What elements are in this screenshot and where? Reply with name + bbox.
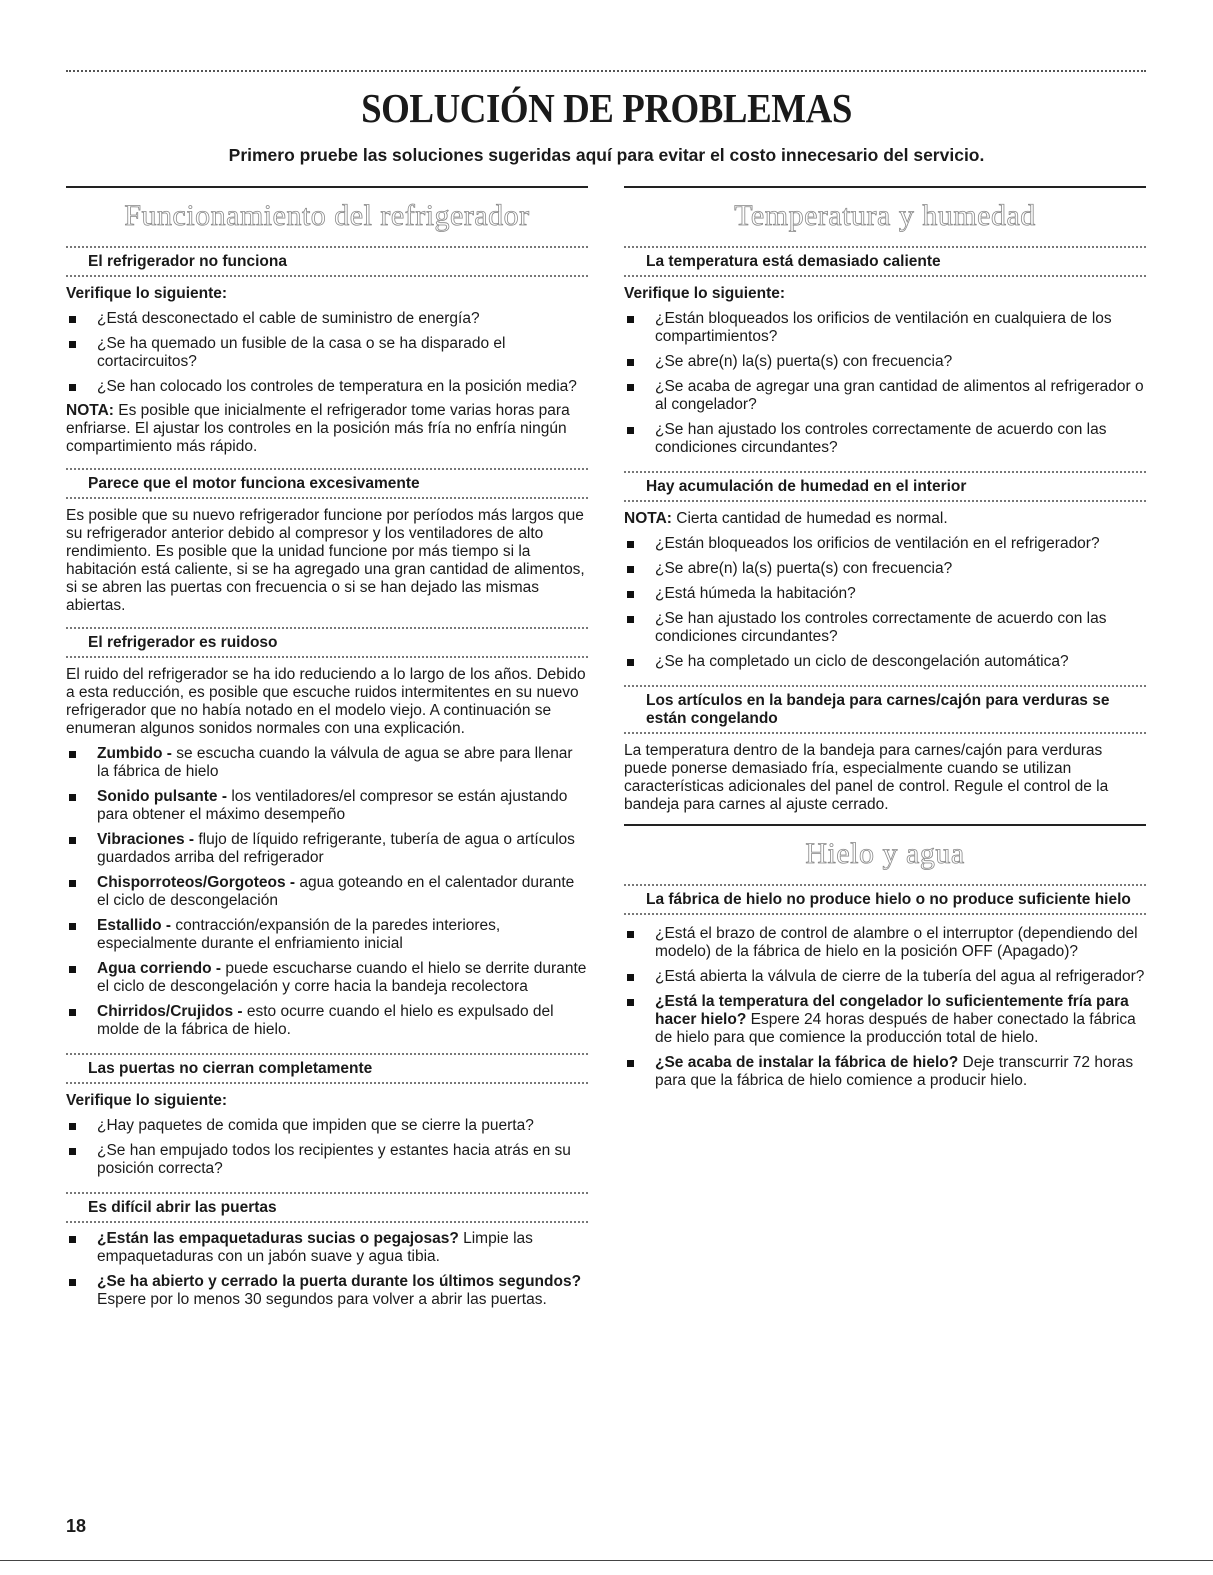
bullet-icon [69,384,76,391]
page-title: SOLUCIÓN DE PROBLEMAS [361,85,852,131]
bullet-icon [69,1279,76,1286]
checklist [624,535,1146,671]
list-item: ¿Se ha abierto y cerrado la puerta durante los últimos segundos? Espere por lo menos 30 segundos para volver a abrir las puertas. [66,1273,588,1309]
list-item: ¿Está la temperatura del congelador lo suficientemente fría para hacer hielo? Espere 24 horas después de haber conectado la fábrica de hielo para que comience la producción total de hielo. [624,993,1146,1047]
subsection-header [66,468,588,499]
list-item: ¿Están las empaquetaduras sucias o pegajosas? Limpie las empaquetaduras con un jabón suave y agua tibia. [66,1230,588,1266]
list-item: Sonido pulsante - los ventiladores/el compresor se están ajustando para obtener el máximo desempeño [66,788,588,824]
verify-heading: Verifique lo siguiente: [66,285,228,302]
verify-heading: Verifique lo siguiente: [624,285,786,302]
bullet-icon [69,1148,76,1155]
list-item: ¿Se ha completado un ciclo de descongelación automática? [624,653,1146,671]
subsection-header [66,1053,588,1084]
list-item: ¿Están bloqueados los orificios de ventilación en el refrigerador? [624,535,1146,553]
subsection-header [66,246,588,277]
section-rule [624,186,1146,188]
subsection-title: Parece que el motor funciona excesivamente [88,475,420,492]
subsection-title: La temperatura está demasiado caliente [646,253,941,270]
body-paragraph: El ruido del refrigerador se ha ido reduciendo a lo largo de los años. Debido a esta reducción, es posible que escuche ruidos intermitentes en su nuevo refrigerador que no había notado en el modelo viejo. A continuación se enumeran algunos sonidos normales con una explicación. [66,666,586,737]
bullet-icon [69,794,76,801]
verify-heading: Verifique lo siguiente: [66,1092,228,1109]
subsection-title: Es difícil abrir las puertas [88,1199,277,1216]
page-number: 18 [66,1516,87,1536]
bullet-icon [69,316,76,323]
bullet-icon [627,541,634,548]
page-subtitle: Primero pruebe las soluciones sugeridas aquí para evitar el costo innecesario del servicio. [228,145,985,165]
list-item: Vibraciones - flujo de líquido refrigerante, tubería de agua o artículos guardados arriba del refrigerador [66,831,588,867]
checklist [624,310,1146,457]
bullet-icon [69,1123,76,1130]
subsection-header [66,1192,588,1223]
subsection-header [624,471,1146,502]
note-paragraph: NOTA: Cierta cantidad de humedad es normal. [624,510,948,527]
bullet-icon [627,359,634,366]
bullet-icon [627,384,634,391]
list-item: ¿Se han ajustado los controles correctamente de acuerdo con las condiciones circundantes? [624,421,1146,457]
subsection-title: El refrigerador no funciona [88,253,287,270]
list-item: ¿Se abre(n) la(s) puerta(s) con frecuencia? [624,353,1146,371]
subsection-header [66,627,588,658]
bullet-icon [627,616,634,623]
list-item: ¿Se han empujado todos los recipientes y estantes hacia atrás en su posición correcta? [66,1142,588,1178]
note-paragraph: NOTA: Es posible que inicialmente el refrigerador tome varias horas para enfriarse. El ajustar los controles en la posición más fría no enfría ningún compartimiento más rápido. [66,402,570,455]
bullet-icon [69,1009,76,1016]
list-item: ¿Están bloqueados los orificios de ventilación en cualquiera de los compartimientos? [624,310,1146,346]
bullet-icon [627,427,634,434]
checklist [624,925,1146,1090]
section-title-refrigerator-operation: Funcionamiento del refrigerador [124,199,530,232]
list-item: ¿Está el brazo de control de alambre o el interruptor (dependiendo del modelo) de la fábrica de hielo en la posición OFF (Apagado)? [624,925,1146,961]
list-item: Estallido - contracción/expansión de la paredes interiores, especialmente durante el enfriamiento inicial [66,917,588,953]
list-item: ¿Hay paquetes de comida que impiden que se cierre la puerta? [66,1117,588,1135]
list-item: ¿Se ha quemado un fusible de la casa o se ha disparado el cortacircuitos? [66,335,588,371]
list-item: ¿Está abierta la válvula de cierre de la tubería del agua al refrigerador? [624,968,1146,986]
subsection-title: El refrigerador es ruidoso [88,634,278,651]
bullet-icon [627,1060,634,1067]
list-item: ¿Se acaba de instalar la fábrica de hielo? Deje transcurrir 72 horas para que la fábrica de hielo comience a producir hielo. [624,1054,1146,1090]
sound-list [66,745,588,1039]
bullet-icon [69,751,76,758]
bullet-icon [627,591,634,598]
section-title-temperature-humidity: Temperatura y humedad [734,199,1036,232]
bullet-icon [627,999,634,1006]
subsection-title: Las puertas no cierran completamente [88,1060,373,1077]
bullet-icon [69,341,76,348]
subsection-title: Hay acumulación de humedad en el interior [646,478,967,495]
list-item: Chisporroteos/Gorgoteos - agua goteando en el calentador durante el ciclo de descongelación [66,874,588,910]
bullet-icon [69,880,76,887]
subsection-header [624,884,1146,915]
bullet-icon [627,566,634,573]
bullet-icon [69,966,76,973]
bullet-icon [69,1236,76,1243]
bullet-icon [69,923,76,930]
bullet-icon [69,837,76,844]
bullet-icon [627,974,634,981]
section-rule [624,824,1146,826]
list-item: Zumbido - se escucha cuando la válvula de agua se abre para llenar la fábrica de hielo [66,745,588,781]
body-paragraph: Es posible que su nuevo refrigerador funcione por períodos más largos que su refrigerador anterior debido al compresor y los ventiladores de alto rendimiento. Es posible que la unidad funcione por más tiempo si la habitación está caliente, si se ha agregado una gran cantidad de alimentos, si se abren las puertas con frecuencia o si se han dejado las mismas abiertas. [66,507,585,614]
list-item: Chirridos/Crujidos - esto ocurre cuando el hielo es expulsado del molde de la fábrica de hielo. [66,1003,588,1039]
checklist [66,1117,588,1178]
list-item: ¿Se abre(n) la(s) puerta(s) con frecuencia? [624,560,1146,578]
top-dotted-rule [66,70,1146,72]
bullet-icon [627,931,634,938]
subsection-title: La fábrica de hielo no produce hielo o no produce suficiente hielo [646,891,1131,908]
subsection-header [624,685,1146,734]
list-item: ¿Se han ajustado los controles correctamente de acuerdo con las condiciones circundantes? [624,610,1146,646]
list-item: ¿Se acaba de agregar una gran cantidad de alimentos al refrigerador o al congelador? [624,378,1146,414]
list-item: ¿Se han colocado los controles de temperatura en la posición media? [66,378,588,396]
list-item: ¿Está húmeda la habitación? [624,585,1146,603]
subsection-title: Los artículos en la bandeja para carnes/cajón para verduras se están congelando [646,692,1110,727]
list-item: ¿Está desconectado el cable de suministro de energía? [66,310,588,328]
section-rule [66,186,588,188]
body-paragraph: La temperatura dentro de la bandeja para carnes/cajón para verduras puede ponerse demasiado fría, especialmente cuando se utilizan características adicionales del panel de control. Regule el control de la bandeja para carnes al ajuste cerrado. [624,742,1109,813]
list-item: Agua corriendo - puede escucharse cuando el hielo se derrite durante el ciclo de descongelación y corre hacia la bandeja recolectora [66,960,588,996]
bullet-icon [627,316,634,323]
bullet-icon [627,659,634,666]
left-column [66,186,588,1309]
checklist [66,1230,588,1309]
section-title-ice-water: Hielo y agua [805,837,965,870]
bottom-rule [0,1560,1213,1561]
checklist [66,310,588,396]
subsection-header [624,246,1146,277]
right-column [624,186,1146,1090]
